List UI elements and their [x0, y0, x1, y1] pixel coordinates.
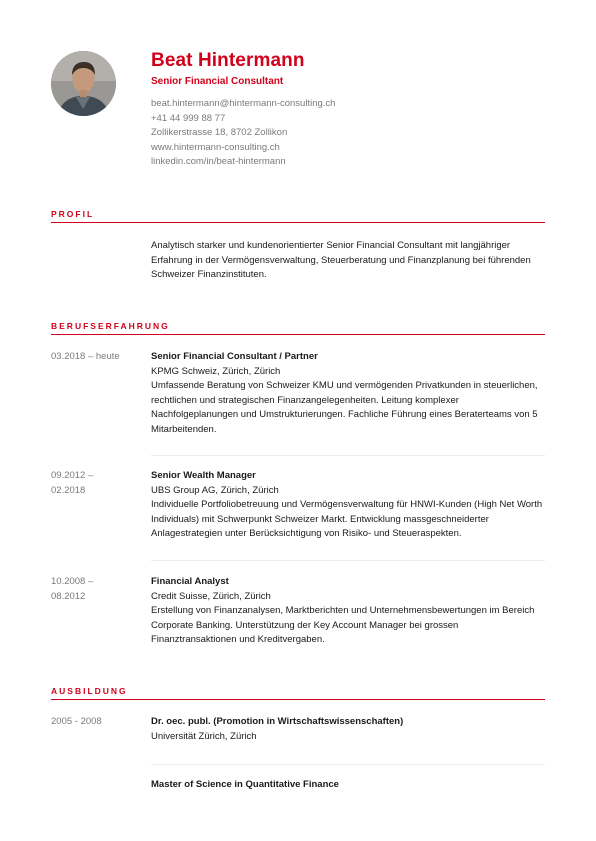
experience-org: KPMG Schweiz, Zürich, Zürich	[151, 365, 281, 377]
email-link[interactable]: beat.hintermann@hintermann-consulting.ch	[151, 98, 336, 109]
experience-org: UBS Group AG, Zürich, Zürich	[151, 484, 279, 496]
section-heading-education: AUSBILDUNG	[51, 686, 545, 700]
experience-role: Senior Wealth Manager	[151, 470, 256, 481]
experience-org: Credit Suisse, Zürich, Zürich	[151, 590, 271, 602]
experience-description: Individuelle Portfoliobetreuung und Vermögensverwaltung für HNWI-Kunden (High Net Worth Individuals) mit Schwerpunkt Schweizer Markt. Entwicklung massgeschneiderter Anlagestrategien unter Berücksichtigung von Risiko- und Steueraspekten.	[151, 499, 543, 539]
contact-block	[151, 97, 335, 170]
entry-divider	[151, 455, 545, 456]
experience-date: 09.2012 – 02.2018	[51, 470, 94, 496]
portrait-photo	[51, 51, 116, 116]
job-title: Senior Financial Consultant	[151, 76, 284, 87]
entry-divider	[151, 764, 545, 765]
experience-date: 10.2008 – 08.2012	[51, 576, 94, 602]
experience-description: Erstellung von Finanzanalysen, Marktberichten und Unternehmensbewertungen im Bereich Corporate Banking. Unterstützung der Key Account Manager bei grossen Finanztransaktionen und Kreditvergaben.	[151, 605, 535, 645]
address: Zollikerstrasse 18, 8702 Zollikon	[151, 127, 288, 138]
section-heading-profile: PROFIL	[51, 209, 545, 223]
person-name: Beat Hintermann	[151, 50, 305, 71]
avatar	[51, 51, 116, 116]
education-school: Universität Zürich, Zürich	[151, 730, 257, 742]
experience-role: Senior Financial Consultant / Partner	[151, 351, 318, 362]
linkedin-link[interactable]: linkedin.com/in/beat-hintermann	[151, 156, 286, 167]
section-heading-experience: BERUFSERFAHRUNG	[51, 321, 545, 335]
education-degree: Master of Science in Quantitative Finance	[151, 779, 339, 790]
experience-date: 03.2018 – heute	[51, 351, 120, 362]
experience-description: Umfassende Beratung von Schweizer KMU und vermögenden Privatkunden in steuerlichen, rechtlichen und strategischen Finanzangelegenheiten. Leitung komplexer Nachfolgeplanungen und Umstrukturierungen. Fachliche Führung eines Beraterteams von 5 Mitarbeitenden.	[151, 380, 538, 435]
experience-role: Financial Analyst	[151, 576, 229, 587]
education-date: 2005 - 2008	[51, 716, 102, 727]
phone-number: +41 44 999 88 77	[151, 112, 226, 124]
website-link[interactable]: www.hintermann-consulting.ch	[151, 141, 280, 153]
education-degree: Dr. oec. publ. (Promotion in Wirtschaftswissenschaften)	[151, 716, 404, 727]
entry-divider	[151, 560, 545, 561]
profile-text: Analytisch starker und kundenorientierter Senior Financial Consultant mit langjähriger Erfahrung in der Vermögensverwaltung, Steuerberatung und Finanzplanung bei führenden Schweizer Finanzinstituten.	[151, 240, 531, 280]
